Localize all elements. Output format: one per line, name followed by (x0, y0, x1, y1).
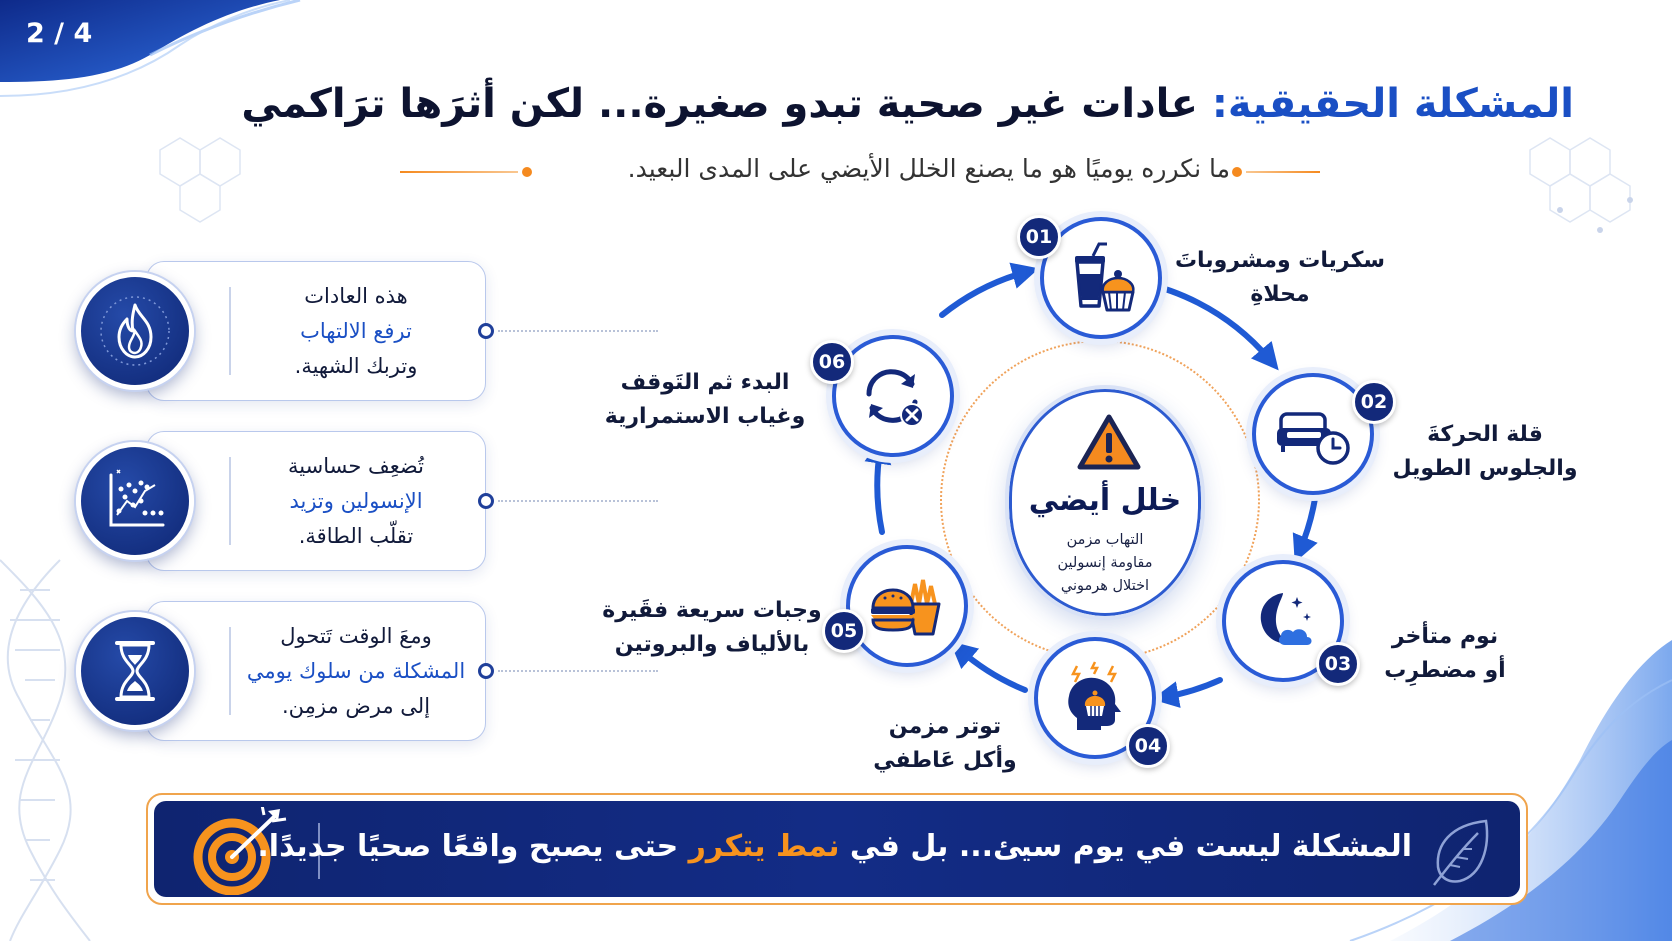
center-line-1: التهاب مزمن (1066, 532, 1144, 548)
step-badge-02: 02 (1352, 380, 1396, 424)
subtitle-line-left (400, 171, 518, 173)
card-line-1: ومعَ الوقت تَتحول (280, 624, 432, 648)
step-label-06 (600, 366, 810, 434)
bottom-banner (146, 793, 1528, 905)
subtitle-dot-left (522, 167, 532, 177)
step-label-01 (1170, 244, 1390, 312)
step-01-line-2: محلاةِ (1250, 282, 1310, 307)
step-badge-03: 03 (1316, 642, 1360, 686)
step-01-line-1: سكريات ومشروباتَ (1174, 248, 1386, 273)
arrow-04-05 (960, 650, 1025, 690)
page-number: 2 / 4 (26, 18, 93, 49)
page-title (241, 70, 1574, 138)
arrow-02-03 (1300, 492, 1316, 550)
card-text (238, 279, 474, 384)
banner-text (257, 829, 1412, 864)
arrow-06-01 (942, 272, 1026, 315)
connector-dot (478, 493, 494, 509)
center-line-3: اختلال هرموني (1060, 578, 1150, 594)
step-badge-04: 04 (1126, 724, 1170, 768)
hourglass-icon (95, 631, 175, 711)
step-badge-01: 01 (1017, 215, 1061, 259)
card-line-2: المشكلة من سلوك يومي (246, 659, 466, 683)
card-line-2: ترفع الالتهاب (300, 319, 412, 343)
step-02-line-1: قلة الحركةَ (1427, 422, 1543, 447)
subtitle-row (400, 150, 1320, 194)
habit-card-2 (76, 431, 486, 571)
step-label-05 (592, 594, 832, 662)
leaf-icon (1430, 817, 1494, 887)
card-divider (229, 627, 231, 715)
center-lines (1009, 529, 1201, 598)
stressed-head-icon (1057, 660, 1133, 736)
card-text (238, 619, 474, 724)
step-badge-05: 05 (822, 609, 866, 653)
step-label-03 (1370, 620, 1520, 688)
card-icon-circle (76, 442, 194, 560)
step-05-line-1: وجبات سريعة فقَيرة (602, 598, 822, 623)
step-node-05 (846, 545, 968, 667)
card-line-3: إلى مرض مزمِن. (281, 694, 431, 718)
card-line-3: تقلّب الطاقة. (298, 524, 414, 548)
step-06-line-2: وغياب الاستمرارية (604, 404, 806, 429)
step-badge-06: 06 (810, 340, 854, 384)
step-label-02 (1390, 418, 1580, 486)
banner-inner (154, 801, 1520, 897)
connector-dot (478, 323, 494, 339)
arrow-03-04 (1165, 680, 1220, 697)
step-03-line-1: نوم متأخر (1391, 624, 1499, 649)
connector-line (498, 330, 658, 332)
center-title: خلل أيضي (1028, 483, 1182, 518)
soda-cupcake-icon (1063, 240, 1139, 316)
center-line-2: مقاومة إنسولين (1057, 555, 1153, 571)
warning-icon (1077, 413, 1141, 471)
connector-line (498, 500, 658, 502)
moon-cloud-icon (1245, 583, 1321, 659)
connector-dot (478, 663, 494, 679)
step-05-line-2: بالألياف والبروتين (614, 632, 810, 657)
title-highlight: المشكلة الحقيقية: (1211, 81, 1574, 127)
card-line-1: تُضعِف حساسية (288, 454, 424, 478)
card-icon-circle (76, 272, 194, 390)
card-divider (229, 287, 231, 375)
arrow-05-06 (877, 450, 882, 532)
scatter-chart-icon (95, 461, 175, 541)
subtitle-dot-right (1232, 167, 1242, 177)
burger-fries-icon (869, 568, 945, 644)
title-rest: عادات غير صحية تبدو صغيرة... لكن أثرَها ترَاكمي (241, 81, 1212, 127)
step-04-line-2: وأكل عَاطفي (873, 748, 1017, 773)
card-line-3: وتربك الشهية. (294, 354, 418, 378)
connector-line (498, 670, 658, 672)
habit-card-1 (76, 261, 486, 401)
card-line-2: الإنسولين وتزيد (289, 489, 423, 513)
card-line-1: هذه العادات (304, 284, 408, 308)
step-04-line-1: توتر مزمن (888, 714, 1002, 739)
flame-icon (95, 291, 175, 371)
step-02-line-2: والجلوس الطويل (1392, 456, 1578, 481)
subtitle: ما نكرره يوميًا هو ما يصنع الخلل الأيضي على المدى البعيد. (627, 154, 1230, 183)
step-label-04 (870, 710, 1020, 778)
habit-card-3 (76, 601, 486, 741)
subtitle-line-right (1246, 171, 1320, 173)
center-node (1005, 385, 1205, 620)
banner-part-1: المشكلة ليست في يوم سيئ... بل في (839, 829, 1412, 864)
card-divider (229, 457, 231, 545)
restart-cross-icon (855, 358, 931, 434)
card-text (238, 449, 474, 554)
couch-clock-icon (1275, 396, 1351, 472)
banner-part-2: حتى يصبح واقعًا صحيًا جديدًا. (257, 829, 689, 864)
step-03-line-2: أو مضطرِب (1384, 658, 1506, 683)
step-06-line-1: البدء ثم التَوقف (620, 370, 790, 395)
card-icon-circle (76, 612, 194, 730)
banner-highlight: نمط يتكرر (688, 829, 840, 864)
